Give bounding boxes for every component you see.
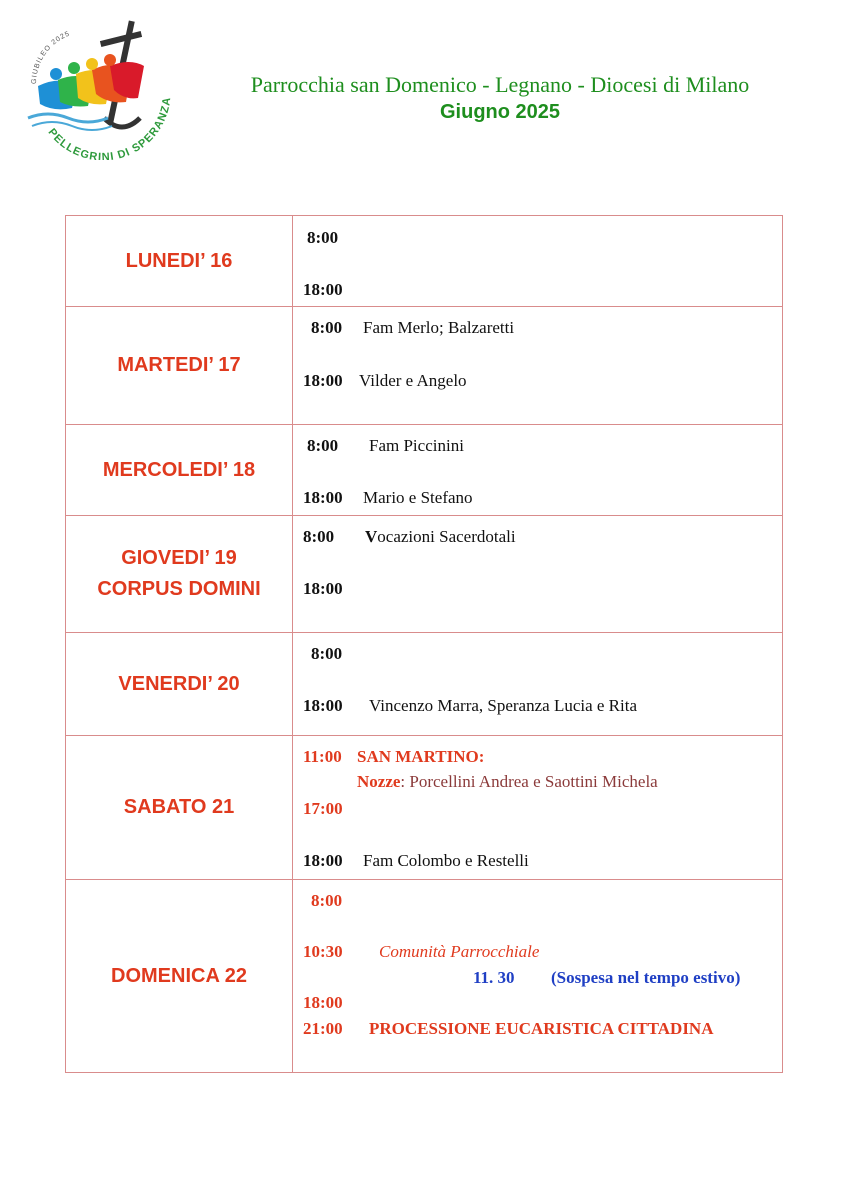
schedule-row-sunday: [66, 880, 783, 1073]
schedule-row-saturday: [66, 736, 783, 880]
day-label-line: CORPUS DOMINI: [97, 578, 261, 600]
wedding-note: [357, 772, 658, 792]
page-month: Giugno 2025: [439, 101, 561, 123]
day-label: MERCOLEDI’ 18: [66, 425, 293, 516]
mass-intention: Fam Colombo e Restelli: [363, 851, 529, 870]
mass-time: 10:30: [303, 942, 343, 961]
procession-title: PROCESSIONE EUCARISTICA CITTADINA: [369, 1019, 714, 1038]
mass-list: [293, 425, 783, 516]
mass-intention: Vilder e Angelo: [359, 371, 467, 390]
mass-list: [293, 633, 783, 736]
schedule-row-tuesday: [66, 307, 783, 425]
mass-time: 17:00: [303, 799, 343, 818]
mass-time: 18:00: [303, 851, 343, 870]
logo-arc-bottom: PELLEGRINI DI SPERANZA: [45, 96, 174, 160]
day-label: LUNEDI’ 16: [66, 216, 293, 307]
mass-schedule-table: [65, 215, 783, 1073]
mass-time: 8:00: [311, 318, 343, 337]
mass-time: 8:00: [311, 644, 343, 663]
mass-list: [293, 216, 783, 307]
mass-time: 8:00: [307, 228, 339, 247]
day-label: SABATO 21: [66, 736, 293, 880]
day-label: [66, 516, 293, 633]
mass-time: 18:00: [303, 696, 343, 715]
schedule-row-wednesday: [66, 425, 783, 516]
mass-time: 18:00: [303, 371, 343, 390]
mass-time: 8:00: [307, 436, 339, 455]
mass-intention: Fam Piccinini: [369, 436, 464, 455]
mass-time: 11. 30: [473, 968, 515, 987]
mass-time: 18:00: [303, 579, 343, 598]
schedule-row-monday: [66, 216, 783, 307]
schedule-row-thursday: [66, 516, 783, 633]
intention-initial: V: [365, 527, 378, 546]
mass-list: [293, 307, 783, 425]
jubilee-logo-graphic: [18, 14, 174, 160]
mass-list: [293, 880, 783, 1073]
mass-time: 18:00: [303, 488, 343, 507]
mass-list: [293, 516, 783, 633]
mass-list: [293, 736, 783, 880]
mass-time: 11:00: [303, 747, 342, 766]
mass-location: SAN MARTINO:: [357, 747, 485, 766]
mass-intention: Vincenzo Marra, Speranza Lucia e Rita: [369, 696, 638, 715]
mass-intention: Fam Merlo; Balzaretti: [363, 318, 515, 337]
day-label-line: GIOVEDI’ 19: [121, 547, 237, 569]
schedule-row-friday: [66, 633, 783, 736]
intention-rest: ocazioni Sacerdotali: [377, 527, 516, 546]
mass-intention: [365, 527, 516, 547]
logo-arc-top: GIUBILEO 2025: [30, 30, 72, 85]
wedding-label: Nozze: [357, 772, 401, 791]
mass-intention: Comunità Parrocchiale: [379, 942, 540, 961]
wedding-names: : Porcellini Andrea e Saottini Michela: [400, 772, 658, 791]
day-label: DOMENICA 22: [66, 880, 293, 1073]
mass-note: (Sospesa nel tempo estivo): [551, 968, 741, 987]
day-label: MARTEDI’ 17: [66, 307, 293, 425]
mass-time: 8:00: [311, 891, 343, 910]
day-label: VENERDI’ 20: [66, 633, 293, 736]
page-title: Parrocchia san Domenico - Legnano - Diocesi di Milano: [250, 72, 750, 97]
mass-time: 21:00: [303, 1019, 343, 1038]
mass-time: 18:00: [303, 280, 343, 299]
mass-intention: Mario e Stefano: [363, 488, 473, 507]
jubilee-logo: [18, 14, 174, 160]
mass-time: 8:00: [303, 527, 335, 546]
mass-time: 18:00: [303, 993, 343, 1012]
